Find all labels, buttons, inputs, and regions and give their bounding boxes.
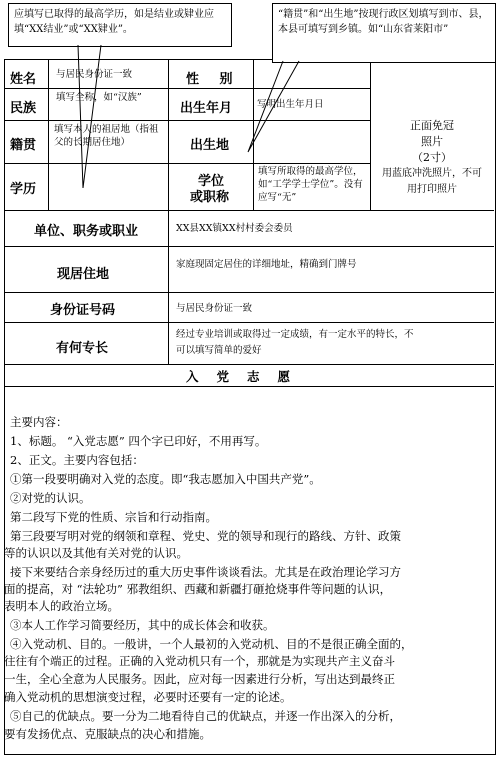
section-line: ②对党的认识。 [10,491,91,505]
section-line: 要有发扬优点、克服缺点的决心和措施。 [4,727,211,741]
skill-value-1: 经过专业培训或取得过一定成绩，有一定水平的特长，不 [176,329,414,340]
degree-note: 填写所取得的最高学位，如“工学学士学位”。没有应写“无” [258,166,363,203]
section-line: ①第一段要明确对入党的态度。即“我志愿加入中国共产党”。 [10,472,321,486]
section-line: 第三段要写明对党的纲领和章程、党史、党的领导和现行的路线、方针、政策 [10,529,401,543]
section-line: 1、标题。 “入党志愿” 四个字已印好，不用再写。 [10,434,267,448]
section-line: 确入党动机的思想演变过程，必要时还要有一定的论述。 [4,690,292,704]
section-line: ④入党动机、目的。一般讲，一个人最初的入党动机、目的不是很正确全面的， [10,637,413,651]
skill-label: 有何专长 [56,341,109,356]
section-line: 接下来要结合亲身经历过的重大历史事件谈谈看法。尤其是在政治理论学习方 [10,565,401,579]
work-label: 单位、职务或职业 [34,224,139,239]
hometown-note: 填写本人的祖居地（指祖父的长期居住地） [54,124,159,148]
address-value: 家庭现固定居住的详细地址，精确到门牌号 [176,259,357,270]
photo-note-4: 用蓝底冲洗照片，不可用打印照片 [382,168,482,195]
photo-note-1: 正面免冠 [410,119,454,132]
photo-note-3: （2寸） [412,151,452,164]
section-title: 入党志愿 [186,369,309,384]
education-label: 学历 [10,182,37,197]
address-label: 现居住地 [57,267,110,282]
section-line: 第二段写下党的性质、宗旨和行动指南。 [10,510,217,524]
birthdate-note: 写明出生年月日 [257,99,324,110]
ethnicity-note: 填写全称，如“汉族” [56,92,142,103]
callout-hometown-text: “籍贯”和“出生地”按现行政区划填写到市、县，本县可填写到乡镇。如“山东省莱阳市” [278,9,489,35]
section-line: 表明本人的政治立场。 [4,599,119,613]
name-note: 与居民身份证一致 [56,69,133,80]
name-label: 姓名 [10,72,37,87]
ethnicity-label: 民族 [10,101,37,116]
section-line: ⑤自己的优缺点。要一分为二地看待自己的优缺点，并逐一作出深入的分析， [10,709,401,723]
section-line: 2、正文。主要内容包括： [10,453,144,467]
callout-education-text: 应填写已取得的最高学历，如是结业或肄业应填“XX结业”或“XX肄业”。 [14,9,214,35]
section-line: 一生，全心全意为人民服务。因此，应对每一因素进行分析，写出达到最终正 [4,672,395,686]
id-label: 身份证号码 [50,303,116,318]
id-value: 与居民身份证一致 [176,303,253,314]
hometown-label: 籍贯 [10,138,37,153]
section-line: 往往有个端正的过程。正确的入党动机只有一个，那就是为实现共产主义奋斗 [4,654,395,668]
section-line: 等的认识以及其他有关对党的认识。 [4,546,188,560]
section-line: 主要内容： [10,415,68,429]
photo-note-2: 照片 [421,135,443,148]
birthplace-label: 出生地 [190,138,230,153]
section-line: 面的提高，对 “法轮功” 邪教组织、西藏和新疆打砸抢烧事件等问题的认识， [4,582,392,596]
birthdate-label: 出生年月 [180,101,233,116]
degree-label-1: 学位 [198,174,225,189]
degree-label-2: 或职称 [190,190,230,205]
section-line: ③本人工作学习简要经历，其中的成长体会和收获。 [10,618,275,632]
work-value: XX县XX镇XX村村委会委员 [176,223,293,234]
skill-value-2: 可以填写简单的爱好 [176,345,262,356]
gender-label: 性 别 [186,72,241,87]
